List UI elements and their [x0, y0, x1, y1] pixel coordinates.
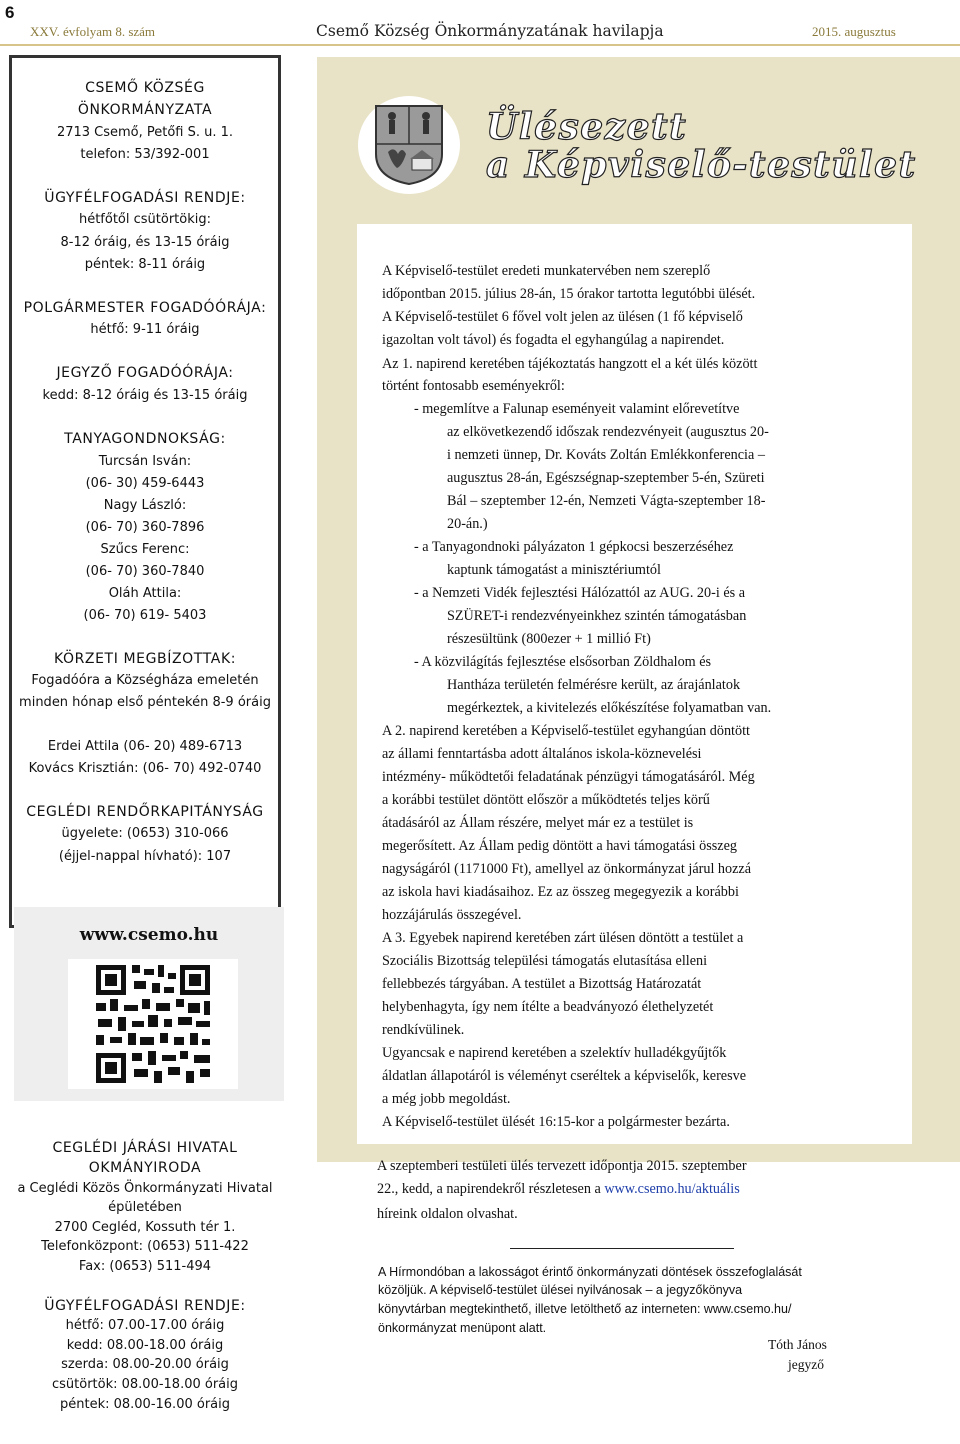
- note-line: közöljük. A képviselő-testület ülései nyilvánosak – a jegyzőkönyva: [378, 1283, 743, 1297]
- article-line: - megemlítve a Falunap eseményeit valamint előrevetítve: [414, 401, 740, 417]
- district-office-title: CEGLÉDI JÁRÁSI HIVATAL: [52, 1140, 238, 1156]
- article-line: áldatlan állapotáról is véleményt cseréltek a képviselők, keresve: [382, 1068, 746, 1084]
- article-line: A 2. napirend keretében a Képviselő-testület egyhangúan döntött: [382, 723, 750, 739]
- article-line: megerősített. Az Állam pedig döntött a havi támogatási összeg: [382, 838, 737, 854]
- sidebar-frame: [9, 55, 281, 928]
- next-meeting-text: 22., kedd, a napirendekről részletesen a: [377, 1181, 605, 1197]
- district-info: Fogadóóra a Községháza emeletén: [31, 673, 259, 688]
- article-line: részesültünk (800ezer + 1 millió Ft): [447, 631, 651, 647]
- district-contact: Kovács Krisztián: (06- 70) 492-0740: [28, 761, 262, 776]
- website-link[interactable]: www.csemo.hu: [79, 925, 219, 945]
- office-hours-title: ÜGYFÉLFOGADÁSI RENDJE:: [44, 190, 246, 206]
- district-office-hours: péntek: 08.00-16.00 óráig: [59, 1397, 230, 1412]
- article-line: 20-án.): [447, 516, 488, 532]
- article-line: történt fontosabb eseményekről:: [382, 378, 565, 394]
- farm-contact: (06- 70) 360-7896: [85, 520, 205, 535]
- article-headline: [486, 108, 917, 184]
- org-name-1: CSEMŐ KÖZSÉG: [85, 80, 205, 96]
- next-meeting-line: híreink oldalon olvashat.: [377, 1206, 518, 1222]
- article-line: i nemzeti ünnep, Dr. Kováts Zoltán Emlékkonferencia –: [447, 447, 765, 463]
- office-hours-line: hétfőtől csütörtökig:: [78, 212, 212, 227]
- district-office-hours: csütörtök: 08.00-18.00 óráig: [51, 1377, 239, 1392]
- phone: telefon: 53/392-001: [80, 147, 210, 162]
- article-line: Bál – szeptember 12-én, Nemzeti Vágta-szeptember 18-: [447, 493, 766, 509]
- article-line: fellebbezés tárgyában. A testület a Bizottság Határozatát: [382, 976, 702, 992]
- article-line: kaptunk támogatást a minisztériumtól: [447, 562, 661, 578]
- police-info: ügyelete: (0653) 310-066: [61, 826, 229, 841]
- article-line: időpontban 2015. július 28-án, 15 órakor tartotta legutóbbi ülését.: [382, 286, 756, 302]
- article-line: - a Tanyagondnoki pályázaton 1 gépkocsi beszerzéséhez: [414, 539, 734, 555]
- article-line: SZÜRET-i rendezvényeinkhez szintén támogatásban: [447, 608, 747, 624]
- mayor-hours: hétfő: 9-11 óráig: [90, 322, 200, 337]
- publication-title: Csemő Község Önkormányzatának havilapja: [316, 22, 664, 40]
- farm-contact: (06- 30) 459-6443: [85, 476, 205, 491]
- page-number: 6: [5, 3, 15, 22]
- article-line: A 3. Egyebek napirend keretében zárt ülésen döntött a testület a: [382, 930, 744, 946]
- farm-contact: (06- 70) 360-7840: [85, 564, 205, 579]
- org-name-2: ÖNKORMÁNYZATA: [77, 102, 213, 118]
- header-rule: [0, 44, 960, 46]
- district-info: minden hónap első péntekén 8-9 óráig: [19, 695, 271, 710]
- notary-hours: kedd: 8-12 óráig és 13-15 óráig: [42, 388, 248, 403]
- article-line: az elkövetkezendő időszak rendezvényeit (augusztus 20-: [447, 424, 769, 440]
- signature-name: Tóth János: [768, 1337, 827, 1352]
- signature-title: jegyző: [788, 1357, 824, 1372]
- farm-contact: Nagy László:: [103, 498, 187, 513]
- article-line: intézmény- működtetői feladatának pénzügyi támogatásáról. Még: [382, 769, 755, 785]
- district-office-hours: hétfő: 07.00-17.00 óráig: [65, 1318, 225, 1333]
- article-line: - A közvilágítás fejlesztése elsősorban Zöldhalom és: [414, 654, 712, 670]
- article-line: - a Nemzeti Vidék fejlesztési Hálózattól az AUG. 20-i és a: [414, 585, 745, 601]
- district-office-hours: kedd: 08.00-18.00 óráig: [66, 1338, 224, 1353]
- mayor-title: POLGÁRMESTER FOGADÓÓRÁJA:: [23, 300, 267, 316]
- farm-title: TANYAGONDNOKSÁG:: [64, 431, 226, 447]
- farm-contact: Szűcs Ferenc:: [100, 542, 190, 557]
- notary-title: JEGYZŐ FOGADÓÓRÁJA:: [56, 365, 234, 381]
- article-line: a korábbi testület döntött először a működtetés teljes körű: [382, 792, 710, 808]
- farm-contact: Turcsán Isván:: [98, 454, 192, 469]
- farm-contact: Oláh Attila:: [108, 586, 182, 601]
- district-office-line: Telefonközpont: (0653) 511-422: [41, 1239, 249, 1254]
- article-line: Az 1. napirend keretében tájékoztatás hangzott el a két ülés között: [382, 356, 758, 372]
- note-line: önkormányzat menüpont alatt.: [378, 1321, 547, 1335]
- next-meeting-line: [377, 1181, 740, 1198]
- article-line: rendkívülinek.: [382, 1022, 465, 1038]
- article-line: augusztus 28-án, Egészségnap-szeptember 5-én, Szüreti: [447, 470, 765, 486]
- article-line: megérkeztek, a kivitelezés előkészítése folyamatban van.: [447, 700, 772, 716]
- note-line: könyvtárban megtekinthető, illetve letölthető az interneten: www.csemo.hu/: [378, 1302, 792, 1316]
- district-office-hours-title: ÜGYFÉLFOGADÁSI RENDJE:: [44, 1298, 246, 1314]
- article-line: Hantháza területén felmérésre került, az árajánlatok: [447, 677, 741, 693]
- qr-code-icon: [68, 959, 238, 1089]
- farm-contact: (06- 70) 619- 5403: [83, 608, 207, 623]
- article-line: A Képviselő-testület eredeti munkatervében nem szereplő: [382, 263, 711, 279]
- office-hours-line: péntek: 8-11 óráig: [84, 257, 206, 272]
- district-office-line: 2700 Cegléd, Kossuth tér 1.: [54, 1220, 236, 1235]
- article-line: A Képviselő-testület ülését 16:15-kor a polgármester bezárta.: [382, 1114, 730, 1130]
- municipal-crest-icon: [374, 104, 444, 190]
- note-line: A Hírmondóban a lakosságot érintő önkormányzati döntések összefoglalását: [378, 1265, 802, 1279]
- article-line: igazoltan volt távol) és fogadta el egyhangúlag a napirendet.: [382, 332, 725, 348]
- article-line: hozzájárulás összegével.: [382, 907, 522, 923]
- district-office-line: épületében: [108, 1200, 182, 1215]
- district-office-hours: szerda: 08.00-20.00 óráig: [61, 1357, 229, 1372]
- volume-label: XXV. évfolyam 8. szám: [30, 24, 156, 39]
- district-office-subtitle: OKMÁNYIRODA: [88, 1160, 202, 1176]
- article-line: A Képviselő-testület 6 fővel volt jelen az ülésen (1 fő képviselő: [382, 309, 743, 325]
- district-office-line: a Ceglédi Közös Önkormányzati Hivatal: [17, 1181, 273, 1196]
- headline-line-2: a Képviselő-testület: [486, 144, 917, 186]
- district-contact: Erdei Attila (06- 20) 489-6713: [47, 739, 243, 754]
- article-line: Ugyancsak e napirend keretében a szelektív hulladékgyűjtők: [382, 1045, 727, 1061]
- article-line: nagyságáról (1171000 Ft), amellyel az önkormányzat járul hozzá: [382, 861, 752, 877]
- office-hours-line: 8-12 óráig, és 13-15 óráig: [60, 235, 230, 250]
- district-office-line: Fax: (0653) 511-494: [78, 1259, 212, 1274]
- news-link[interactable]: www.csemo.hu/aktuális: [604, 1181, 740, 1197]
- article-line: átadásáról az Állam részére, melyet már ez a testület is: [382, 815, 694, 831]
- address: 2713 Csemő, Petőfi S. u. 1.: [56, 125, 234, 140]
- headline-line-1: Ülésezett: [486, 106, 688, 148]
- article-line: az iskola havi kiadásaihoz. Ez az összeg megegyezik a korábbi: [382, 884, 739, 900]
- separator: [510, 1248, 734, 1249]
- issue-date: 2015. augusztus: [812, 24, 896, 39]
- police-info: (éjjel-nappal hívható): 107: [58, 849, 232, 864]
- district-title: KÖRZETI MEGBÍZOTTAK:: [53, 651, 237, 667]
- next-meeting-line: A szeptemberi testületi ülés tervezett időpontja 2015. szeptember: [377, 1158, 747, 1174]
- police-title: CEGLÉDI RENDŐRKAPITÁNYSÁG: [26, 804, 264, 820]
- article-line: a még jobb megoldást.: [382, 1091, 511, 1107]
- article-line: helybenhagyta, így nem ítélte a beadványozó élethelyzetét: [382, 999, 714, 1015]
- article-line: Szociális Bizottság települési támogatás elutasítása elleni: [382, 953, 708, 969]
- article-line: az állami fenntartásba adott általános iskola-köznevelési: [382, 746, 702, 762]
